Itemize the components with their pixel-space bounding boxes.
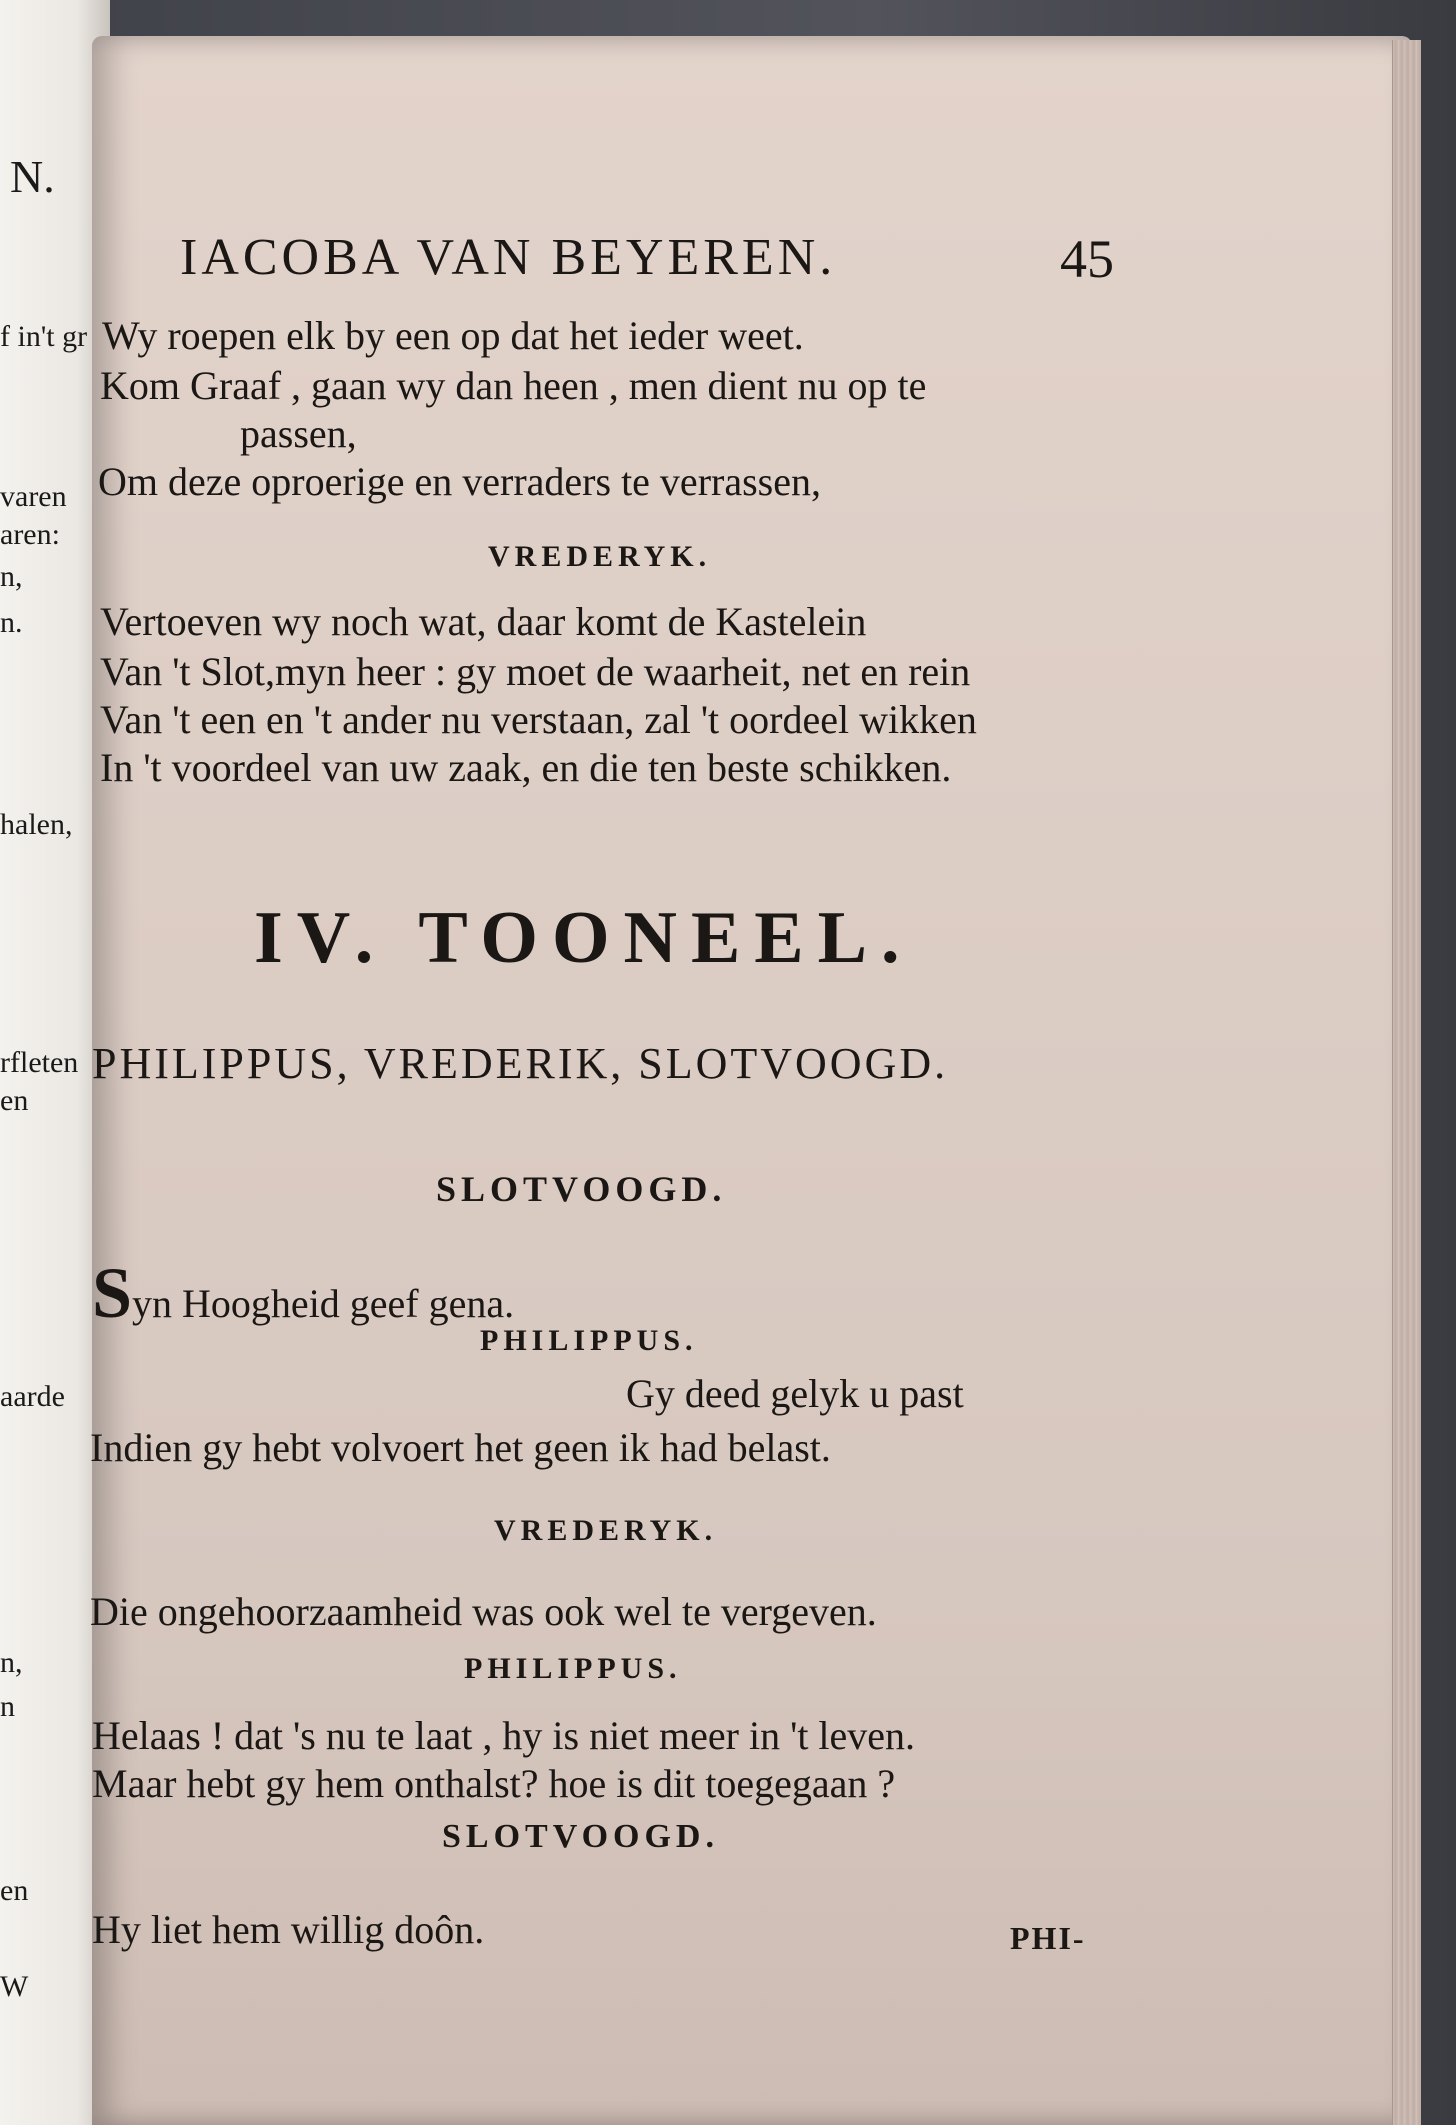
verse-line: Vertoeven wy noch wat, daar komt de Kastelein — [100, 599, 867, 644]
left-fragment: N. — [10, 151, 55, 202]
left-fragment: W — [0, 1970, 29, 2003]
speaker-label: SLOTVOOGD. — [442, 1818, 719, 1855]
left-fragment: en — [0, 1874, 29, 1907]
verse-text: yn Hoogheid geef gena. — [132, 1281, 515, 1326]
verse-line: Om deze oproerige en verraders te verrassen, — [98, 459, 821, 504]
verse-line: Wy roepen elk by een op dat het ieder weet. — [102, 313, 804, 358]
speaker-label: PHILIPPUS. — [480, 1324, 698, 1357]
verse-line: Die ongehoorzaamheid was ook wel te vergeven. — [90, 1589, 877, 1634]
running-title: IACOBA VAN BEYEREN. — [180, 229, 837, 286]
left-fragment: n. — [0, 606, 23, 639]
catchword: PHI- — [1010, 1920, 1086, 1956]
left-fragment: n, — [0, 1646, 23, 1679]
left-fragment: aarde — [0, 1380, 65, 1413]
left-fragment: en — [0, 1084, 29, 1117]
left-fragment: f in't gr — [0, 320, 88, 353]
left-fragment: n — [0, 1690, 15, 1723]
left-fragment: rfleten — [0, 1046, 79, 1079]
speaker-label: VREDERYK. — [494, 1514, 718, 1547]
speaker-label: SLOTVOOGD. — [436, 1169, 727, 1209]
left-fragment: aren: — [0, 518, 60, 551]
page-stack-edge — [1392, 40, 1421, 2125]
page-number: 45 — [1060, 229, 1114, 289]
verse-line: passen, — [240, 411, 357, 456]
verse-line: Gy deed gelyk u past — [626, 1371, 964, 1416]
verse-line: Kom Graaf , gaan wy dan heen , men dient nu op te — [100, 363, 927, 408]
left-fragment: n, — [0, 560, 23, 593]
verse-line: Van 't Slot,myn heer : gy moet de waarheit, net en rein — [100, 649, 971, 694]
cast-list: PHILIPPUS, VREDERIK, SLOTVOOGD. — [92, 1039, 949, 1088]
verse-line — [92, 1252, 514, 1335]
scene-title: IV. TOONEEL. — [254, 897, 914, 979]
speaker-label: PHILIPPUS. — [464, 1652, 682, 1685]
verse-line: Maar hebt gy hem onthalst? hoe is dit toegegaan ? — [92, 1761, 896, 1806]
verse-line: In 't voordeel van uw zaak, en die ten beste schikken. — [100, 745, 952, 790]
left-fragment: varen — [0, 480, 67, 513]
verse-line: Hy liet hem willig doôn. — [92, 1907, 485, 1952]
verse-line: Helaas ! dat 's nu te laat , hy is niet meer in 't leven. — [92, 1713, 916, 1758]
verse-line: Indien gy hebt volvoert het geen ik had belast. — [90, 1425, 831, 1470]
left-fragment: halen, — [0, 808, 73, 841]
verse-line: Van 't een en 't ander nu verstaan, zal 't oordeel wikken — [100, 697, 977, 742]
drop-cap: S — [92, 1253, 133, 1333]
speaker-label: VREDERYK. — [488, 540, 712, 573]
